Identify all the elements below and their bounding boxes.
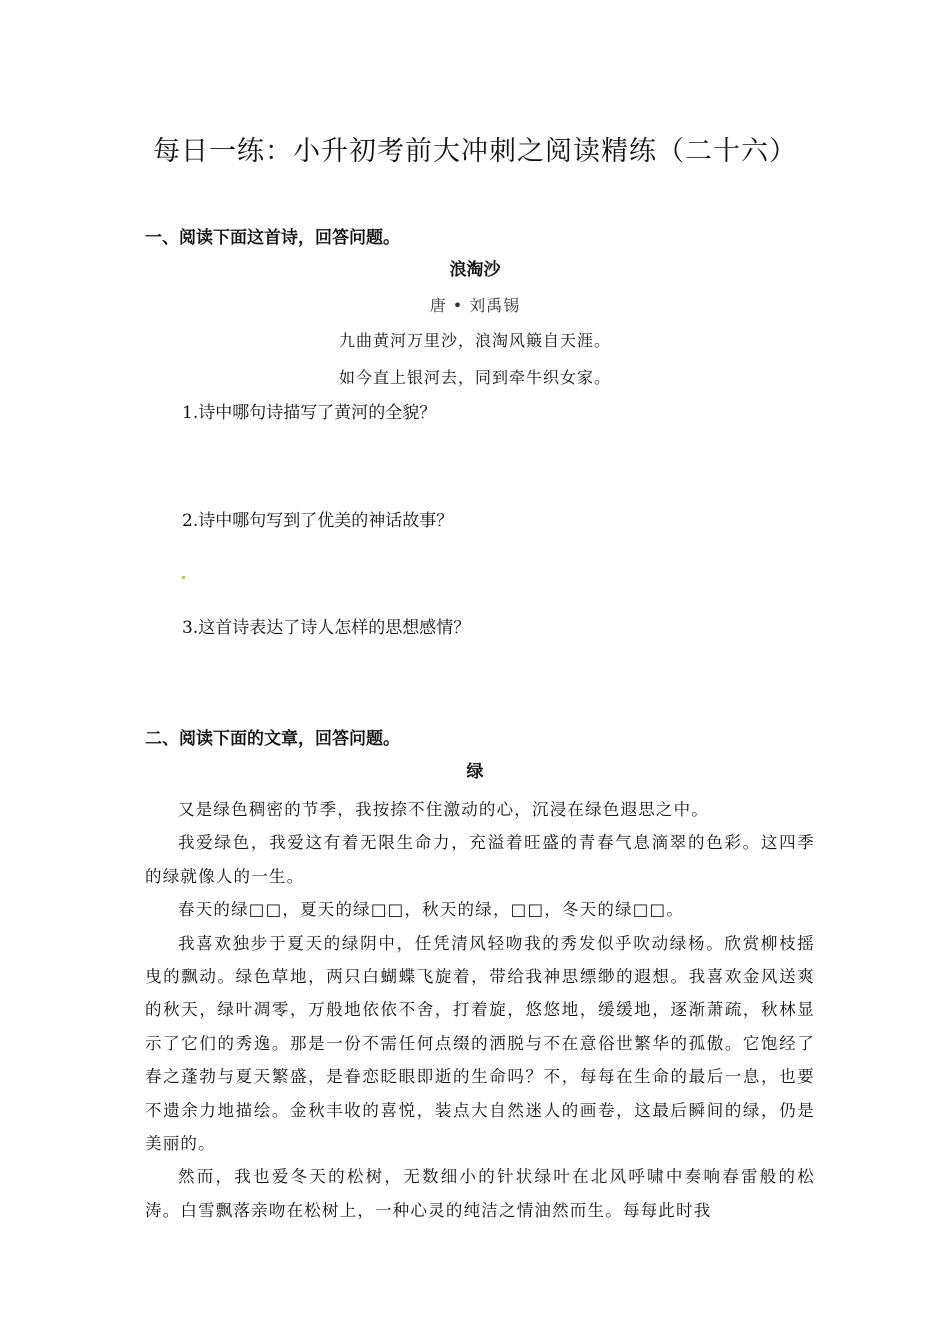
question-1: 1.诗中哪句诗描写了黄河的全貌？ bbox=[182, 403, 437, 423]
stray-mark bbox=[182, 576, 185, 579]
document-title: 每日一练：小升初考前大冲刺之阅读精练（二十六） bbox=[153, 136, 797, 167]
essay-body bbox=[145, 793, 815, 1227]
poem-author: 唐 • 刘禹锡 bbox=[429, 296, 521, 315]
poem-line-1: 九曲黄河万里沙，浪淘风簸自天涯。 bbox=[338, 331, 611, 350]
question-3: 3.这首诗表达了诗人怎样的思想感情？ bbox=[182, 618, 471, 638]
essay-paragraph: 然而，我也爱冬天的松树，无数细小的针状绿叶在北风呼啸中奏响春雷般的松涛。白雪飘落亲吻在松树上，一种心灵的纯洁之情油然而生。每每此时我 bbox=[145, 1167, 815, 1220]
essay-paragraph: 春天的绿□□，夏天的绿□□，秋天的绿，□□，冬天的绿□□。 bbox=[178, 900, 685, 920]
poem-title: 浪淘沙 bbox=[449, 260, 501, 280]
essay-paragraph: 我爱绿色，我爱这有着无限生命力，充溢着旺盛的青春气息滴翠的色彩。这四季的绿就像人的一生。 bbox=[145, 833, 815, 886]
essay-title: 绿 bbox=[466, 762, 484, 782]
section-1-heading: 一、阅读下面这首诗，回答问题。 bbox=[145, 228, 400, 248]
essay-paragraph: 又是绿色稠密的节季，我按捺不住激动的心，沉浸在绿色遐思之中。 bbox=[178, 800, 709, 819]
section-2-heading: 二、阅读下面的文章，回答问题。 bbox=[145, 729, 400, 749]
question-2: 2.诗中哪句写到了优美的神话故事？ bbox=[182, 511, 454, 531]
essay-paragraph: 我喜欢独步于夏天的绿阴中，任凭清风轻吻我的秀发似乎吹动绿杨。欣赏柳枝摇曳的飘动。绿色草地，两只白蝴蝶飞旋着，带给我神思缥缈的遐想。我喜欢金风送爽的秋天，绿叶凋零，万般地依依不舍，打着旋，悠悠地，缓缓地，逐渐萧疏，秋林显示了它们的秀逸。那是一份不需任何点缀的洒脱与不在意俗世繁华的孤傲。它饱经了春之蓬勃与夏天繁盛，是眷恋眨眼即逝的生命吗？不，每每在生命的最后一息，也要不遗余力地描绘。金秋丰收的喜悦，装点大自然迷人的画卷，这最后瞬间的绿，仍是美丽的。 bbox=[145, 933, 815, 1154]
poem-line-2: 如今直上银河去，同到牵牛织女家。 bbox=[338, 368, 611, 387]
